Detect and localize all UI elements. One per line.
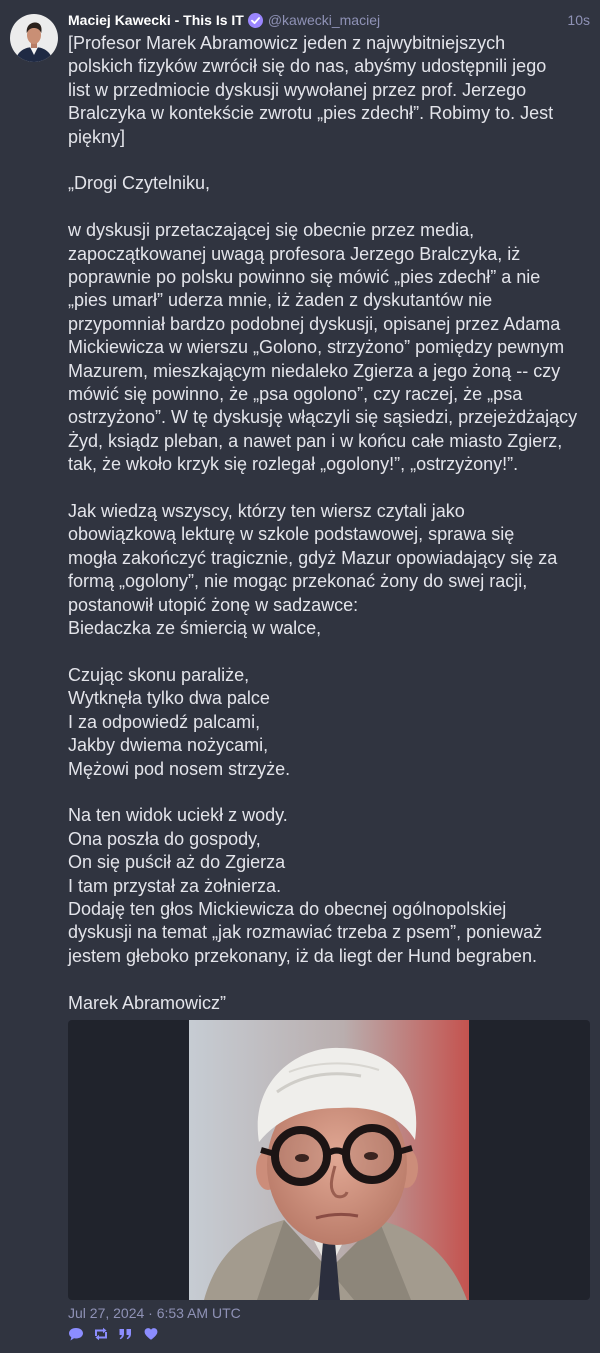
text-line: [Profesor Marek Abramowicz jeden z najwybitniejszych [68,33,506,53]
text-line: On się puścił aż do Zgierza [68,852,286,873]
text-line: mówić się powinno, że „psa ogolono”, czy raczej, że „psa [68,384,523,405]
poem-stanza-1 [68,664,596,781]
text-line: „Drogi Czytelniku, [68,173,211,194]
text-line: w dyskusji przetaczającej się obecnie przez media, [68,220,475,241]
text-line: Bralczyka w kontekście zwrotu „pies zdechł”. Robimy to. Jest [68,103,554,124]
text-line: jestem głeboko przekonany, iż da liegt der Hund begraben. [68,945,537,966]
text-line: dyskusji na temat „jak rozmawiać trzeba z psem”, ponieważ [68,922,543,943]
text-line: Jakby dwiema nożycami, [68,735,269,756]
quote-button[interactable] [118,1327,133,1341]
text-line: I za odpowiedź palcami, [68,711,261,732]
text-line: formą „ogolony”, nie mogąc przekonać żony do swej racji, [68,571,528,592]
author-avatar[interactable] [10,14,58,62]
text-line: poprawnie po polsku powinno się mówić „pies zdechł” a nie [68,267,541,288]
text-line: Jak wiedzą wszyscy, którzy ten wiersz czytali jako [68,501,465,522]
text-line: piękny] [68,126,126,147]
boost-button[interactable] [93,1327,109,1341]
text-line: Mazurem, mieszkającym niedaleko Zgierza a jego żoną -- czy [68,360,561,381]
text-line: tak, że wkoło krzyk się rozlegał „ogolony!”, „ostrzyżony!”. [68,454,519,475]
text-line: zapoczątkowanej uwagą profesora Jerzego Bralczyka, iż [68,243,521,264]
like-icon [144,1327,158,1341]
post-date[interactable]: Jul 27, 2024 · 6:53 AM UTC [68,1305,241,1321]
text-line: „pies umarł” uderza mnie, iż żaden z dyskutantów nie [68,290,493,311]
avatar-image [10,14,58,62]
poem-stanza-2 [68,804,596,968]
portrait-photo [189,1020,469,1300]
text-line: I tam przystał za żołnierza. [68,875,282,896]
intro-paragraph [68,32,596,149]
text-line: Żyd, ksiądz pleban, a nawet pan i w końcu całe miasto Zgierz, [68,430,563,451]
media-attachment[interactable] [68,1020,590,1300]
boost-icon [93,1327,109,1341]
post-header [68,11,380,29]
post-time-ago[interactable]: 10s [567,12,590,28]
text-line: list w przedmiocie dyskusji wywołanej przez prof. Jerzego [68,79,527,100]
text-line: Biedaczka ze śmiercią w walce, [68,618,322,639]
like-button[interactable] [144,1327,158,1341]
text-line: ostrzyżono”. W tę dyskusję włączyli się sąsiedzi, przejeżdżający [68,407,578,428]
text-line: mogła zakończyć tragicznie, gdyż Mazur opowiadający się za [68,547,558,568]
quote-icon [118,1327,133,1341]
text-line: Czując skonu paraliże, [68,664,250,685]
reply-button[interactable] [68,1327,84,1341]
text-line: obowiązkową lekturę w szkole podstawowej, sprawa się [68,524,515,545]
text-line: Na ten widok uciekł z wody. [68,805,288,826]
text-line: Mickiewicza w wierszu „Golono, strzyżono” pomiędzy pewnym [68,337,565,358]
text-line: Ona poszła do gospody, [68,828,261,849]
post-content [68,32,596,1015]
text-line: Dodaję ten głos Mickiewicza do obecnej ogólnopolskiej [68,898,507,919]
reply-icon [68,1327,84,1341]
author-name[interactable]: Maciej Kawecki - This Is IT [68,12,244,28]
text-line: Wytknęła tylko dwa palce [68,688,270,709]
text-line: Mężowi pod nosem strzyże. [68,758,291,779]
text-line: przypomniał bardzo podobnej dyskusji, opisanej przez Adama [68,313,561,334]
text-line: polskich fizyków zwrócił się do nas, abyśmy udostępnili jego [68,56,547,77]
signature-paragraph [68,992,596,1015]
letter-paragraph-1 [68,219,596,476]
signature: Marek Abramowicz” [68,992,227,1013]
text-line: postanowił utopić żonę w sadzawce: [68,594,359,615]
letter-paragraph-2 [68,500,596,640]
author-handle[interactable]: @kawecki_maciej [267,12,381,28]
greeting-paragraph [68,172,596,195]
verified-badge-icon [248,13,263,28]
